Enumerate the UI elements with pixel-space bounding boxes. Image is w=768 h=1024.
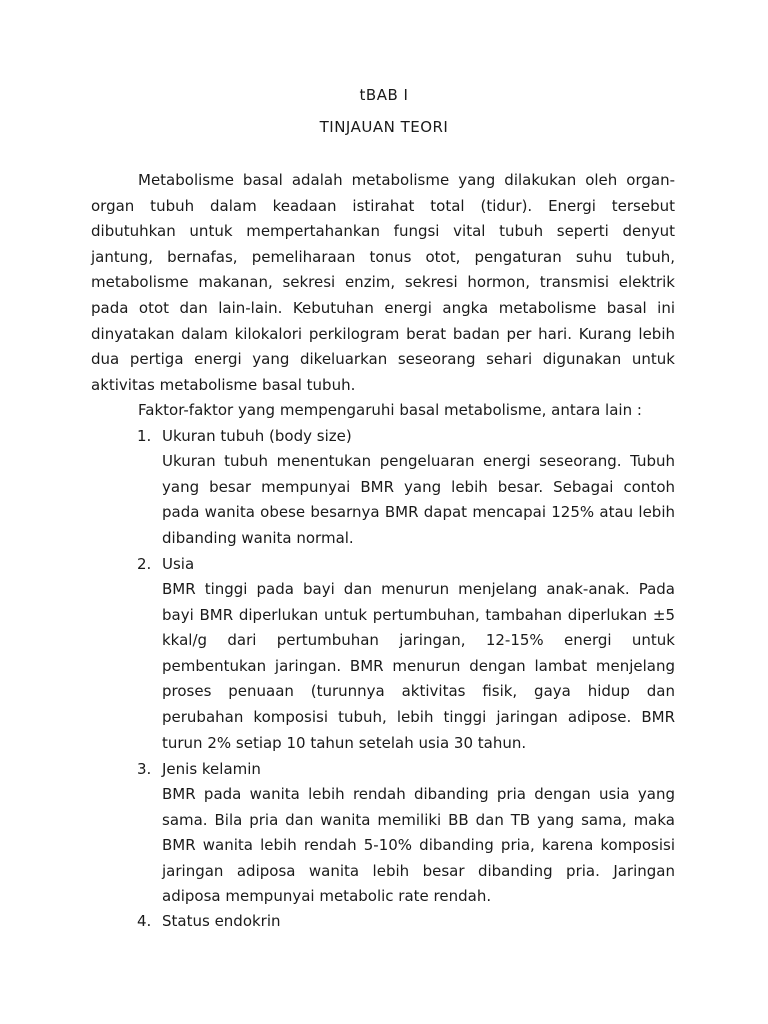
list-item-body: BMR pada wanita lebih rendah dibanding pria dengan usia yang sama. Bila pria dan wanita memiliki BB dan TB yang sama, maka BMR wanita lebih rendah 5-10% dibanding pria, karena komposisi jaringan adiposa wanita lebih besar dibanding pria. Jaringan adiposa mempunyai metabolic rate rendah. xyxy=(162,785,675,906)
list-item-title: Status endokrin xyxy=(162,912,281,930)
list-item-title: Jenis kelamin xyxy=(162,760,261,778)
factors-intro-paragraph: Faktor-faktor yang mempengaruhi basal metabolisme, antara lain : xyxy=(138,401,642,419)
list-item-number: 4. xyxy=(137,912,152,930)
list-item-title: Usia xyxy=(162,555,195,573)
list-item-label xyxy=(137,909,281,935)
list-item-label xyxy=(137,424,352,450)
list-item-number: 2. xyxy=(137,555,152,573)
intro-paragraph: Metabolisme basal adalah metabolisme yang dilakukan oleh organ-organ tubuh dalam keadaan istirahat total (tidur). Energi tersebut dibutuhkan untuk mempertahankan fungsi vital tubuh seperti denyut jantung, bernafas, pemeliharaan tonus otot, pengaturan suhu tubuh, metabolisme makanan, sekresi enzim, sekresi hormon, transmisi elektrik pada otot dan lain-lain. Kebutuhan energi angka metabolisme basal ini dinyatakan dalam kilokalori perkilogram berat badan per hari. Kurang lebih dua pertiga energi yang dikeluarkan seseorang sehari digunakan untuk aktivitas metabolisme basal tubuh. xyxy=(91,171,675,394)
list-item-body: BMR tinggi pada bayi dan menurun menjelang anak-anak. Pada bayi BMR diperlukan untuk pertumbuhan, tambahan diperlukan ±5 kkal/g dari pertumbuhan jaringan, 12-15% energi untuk pembentukan jaringan. BMR menurun dengan lambat menjelang proses penuaan (turunnya aktivitas fisik, gaya hidup dan perubahan komposisi tubuh, lebih tinggi jaringan adipose. BMR turun 2% setiap 10 tahun setelah usia 30 tahun. xyxy=(162,580,675,752)
chapter-title: TINJAUAN TEORI xyxy=(319,118,449,136)
list-item-number: 3. xyxy=(137,760,152,778)
chapter-heading: tBAB I xyxy=(359,86,409,104)
list-item-number: 1. xyxy=(137,427,152,445)
list-item-title: Ukuran tubuh (body size) xyxy=(162,427,352,445)
list-item-label xyxy=(137,552,194,578)
list-item-body: Ukuran tubuh menentukan pengeluaran energi seseorang. Tubuh yang besar mempunyai BMR yang lebih besar. Sebagai contoh pada wanita obese besarnya BMR dapat mencapai 125% atau lebih dibanding wanita normal. xyxy=(162,452,675,547)
list-item-label xyxy=(137,757,261,783)
